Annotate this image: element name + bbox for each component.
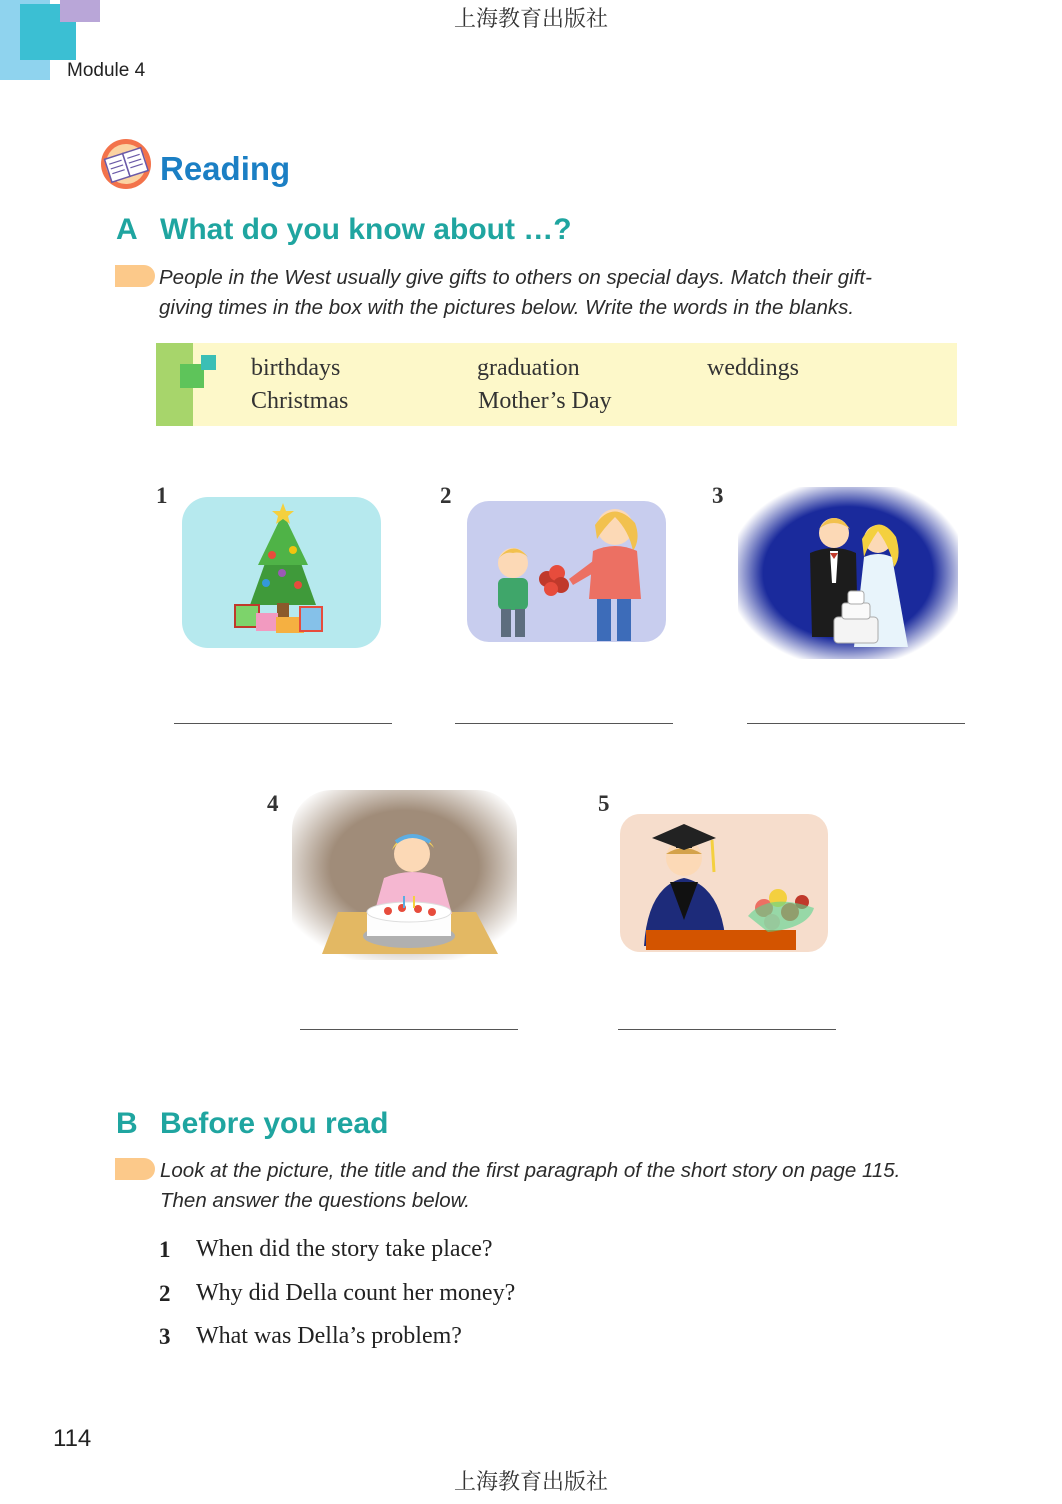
birthday-cake-icon <box>292 790 517 960</box>
instruction-marker <box>115 265 155 287</box>
section-a-letter: A <box>116 213 138 246</box>
christmas-tree-icon <box>180 495 383 650</box>
answer-blank[interactable] <box>747 723 965 724</box>
section-a-title: What do you know about …? <box>160 213 572 246</box>
answer-blank[interactable] <box>618 1029 836 1030</box>
module-label: Module 4 <box>67 60 146 81</box>
section-b-letter: B <box>116 1107 138 1140</box>
word-christmas: Christmas <box>251 388 349 414</box>
answer-blank[interactable] <box>455 723 673 724</box>
instruction-marker <box>115 1158 155 1180</box>
picture-number: 5 <box>598 791 610 816</box>
question-text: Why did Della count her money? <box>196 1280 516 1306</box>
picture-number: 3 <box>712 483 724 508</box>
section-b-title: Before you read <box>160 1107 389 1140</box>
header-publisher: 上海教育出版社 <box>453 7 608 32</box>
section-a-instruction-line2: giving times in the box with the pictures below. Write the words in the blanks. <box>159 296 855 319</box>
footer-publisher: 上海教育出版社 <box>453 1470 608 1495</box>
section-b-instruction-line1: Look at the picture, the title and the first paragraph of the short story on page 115. <box>160 1159 901 1182</box>
question-number: 3 <box>159 1324 171 1349</box>
word-box-square-small <box>201 355 216 370</box>
word-mothers-day: Mother’s Day <box>478 388 612 414</box>
reading-title: Reading <box>160 150 291 187</box>
graduate-icon <box>618 812 830 954</box>
picture-number: 1 <box>156 483 168 508</box>
word-birthdays: birthdays <box>251 355 341 381</box>
question-number: 2 <box>159 1281 171 1306</box>
open-book-icon <box>100 138 152 190</box>
question-number: 1 <box>159 1237 171 1262</box>
word-weddings: weddings <box>707 355 799 381</box>
answer-blank[interactable] <box>300 1029 518 1030</box>
word-graduation: graduation <box>477 355 580 381</box>
answer-blank[interactable] <box>174 723 392 724</box>
picture-number: 4 <box>267 791 279 816</box>
picture-number: 2 <box>440 483 452 508</box>
section-b-instruction-line2: Then answer the questions below. <box>160 1189 470 1212</box>
wedding-couple-icon <box>738 487 958 659</box>
section-a-instruction-line1: People in the West usually give gifts to others on special days. Match their gift- <box>159 266 872 289</box>
question-text: What was Della’s problem? <box>196 1323 462 1349</box>
child-giving-flowers-icon <box>465 495 668 650</box>
page-number: 114 <box>53 1425 92 1452</box>
question-text: When did the story take place? <box>196 1236 493 1262</box>
